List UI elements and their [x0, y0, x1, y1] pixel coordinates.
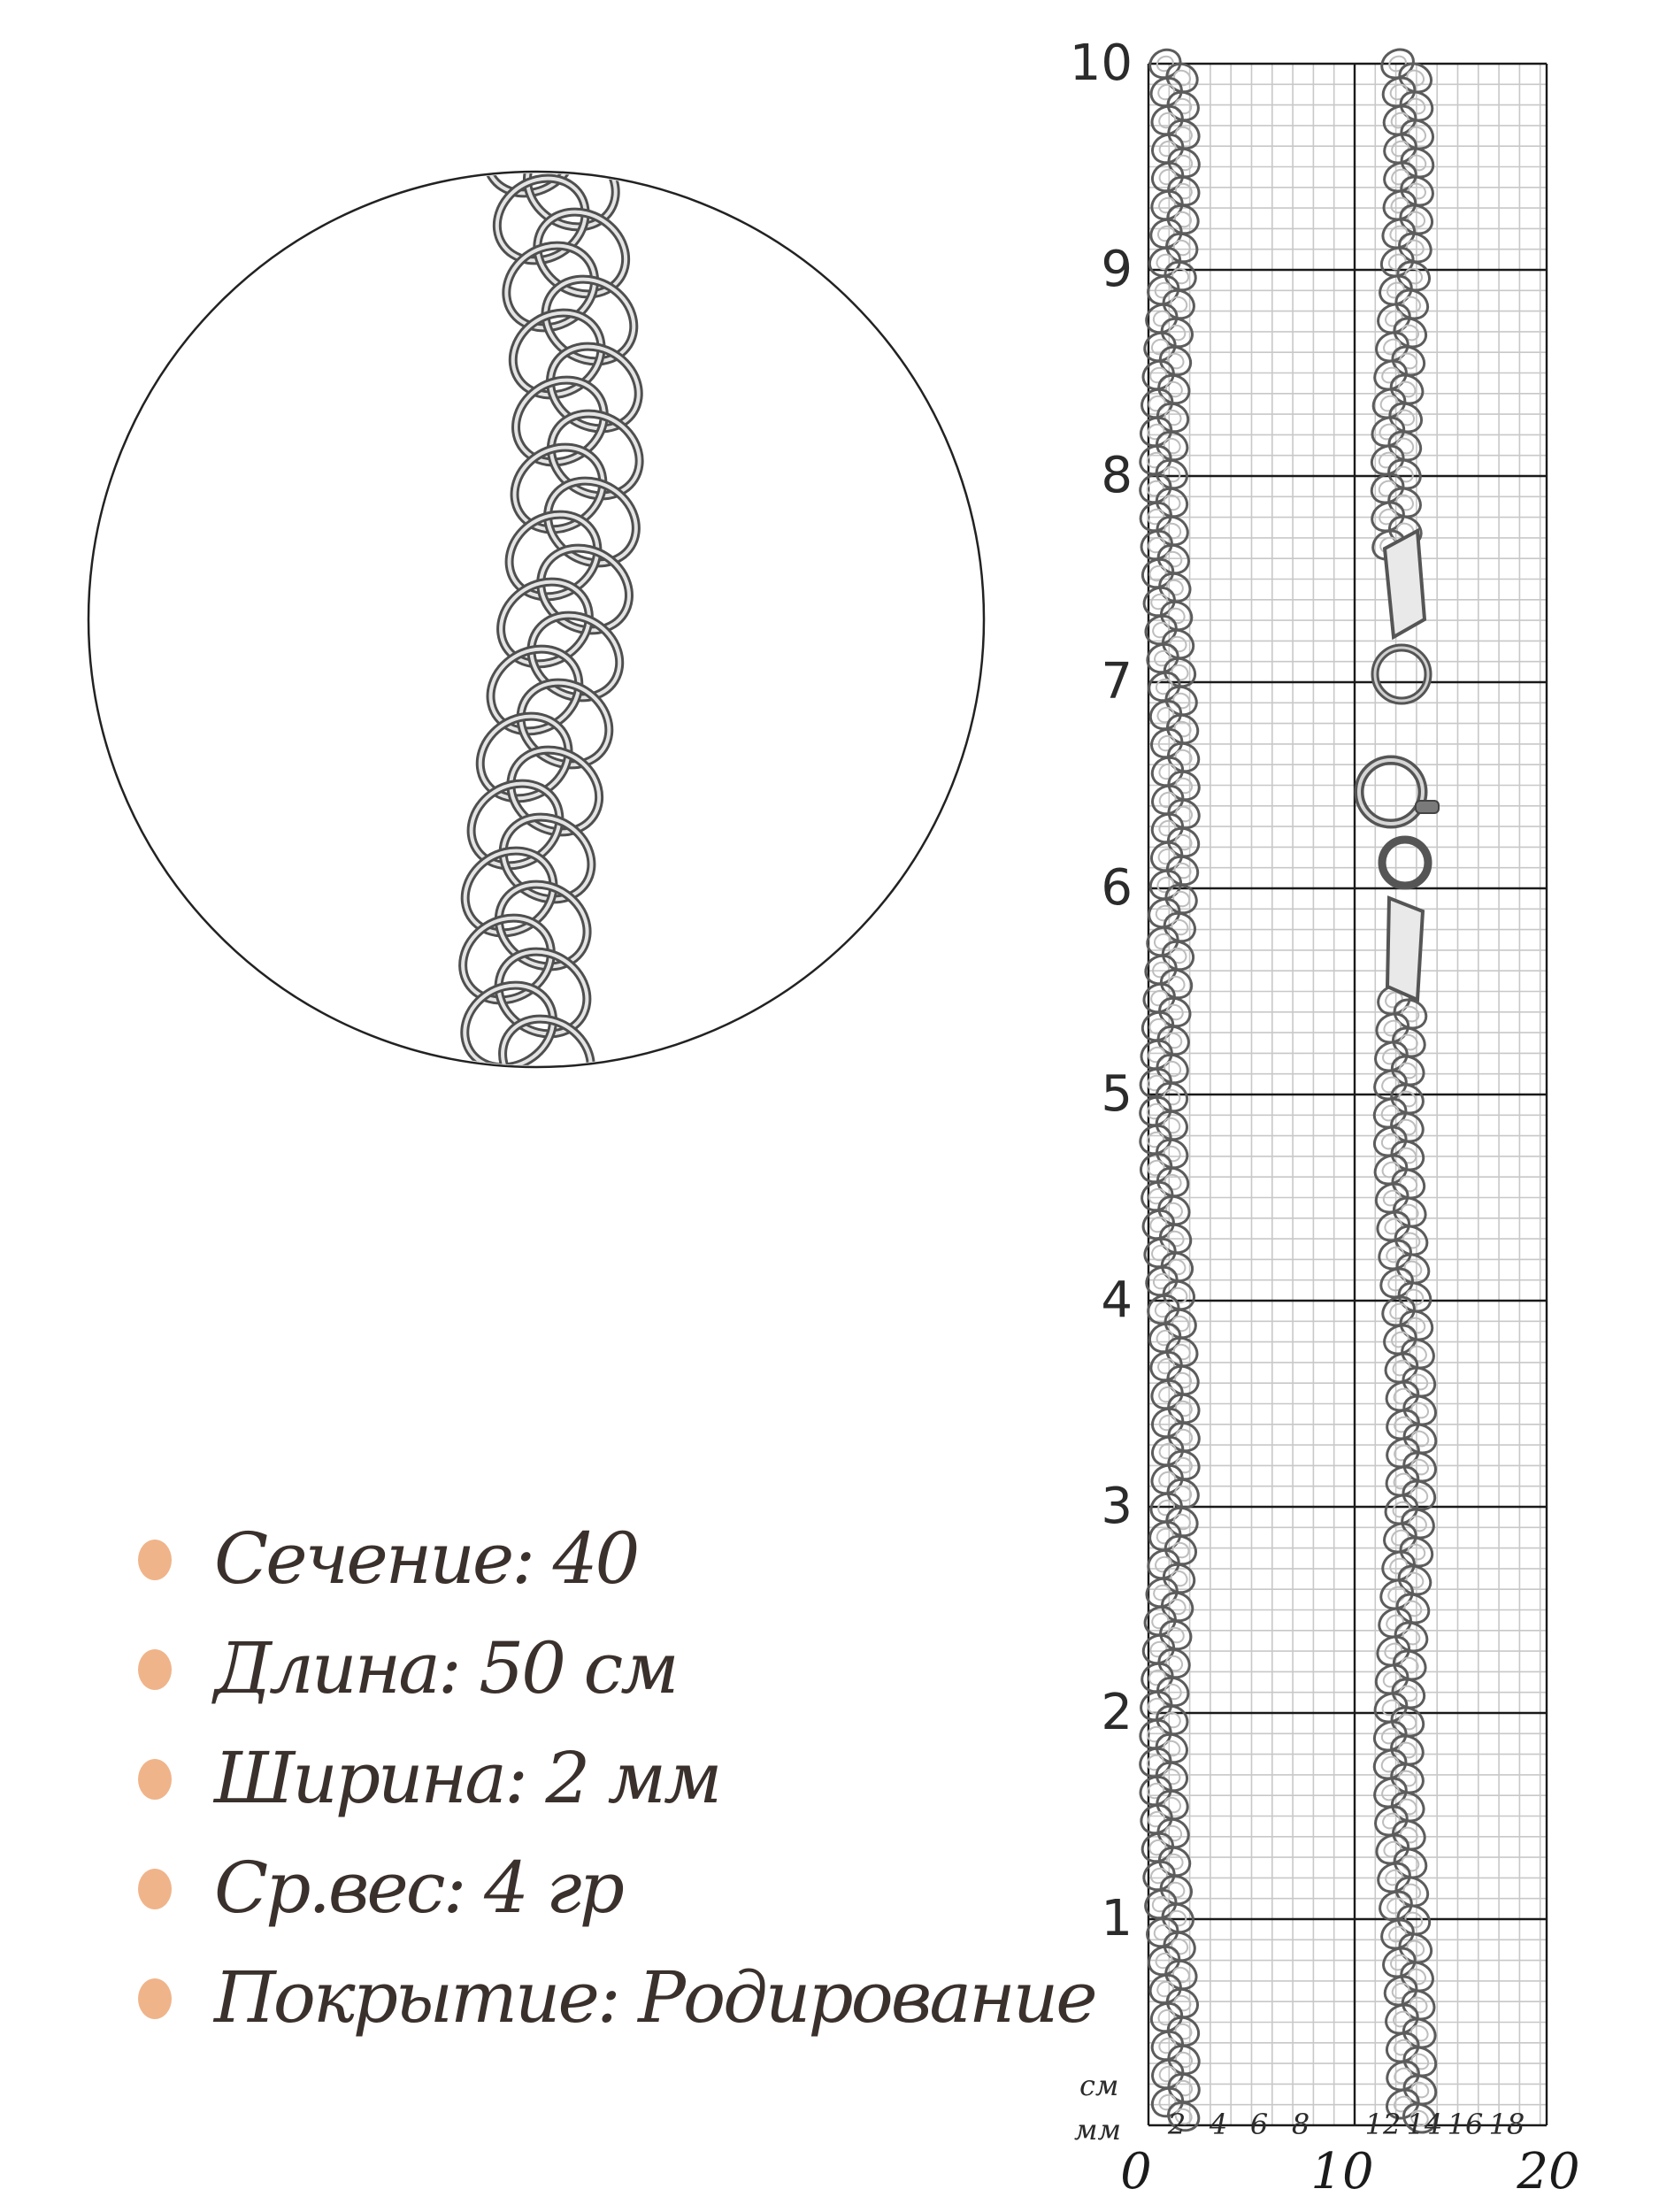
spec-section	[133, 1504, 1035, 1614]
cm-label-9: 9	[1101, 241, 1133, 298]
cm-label-5: 5	[1101, 1065, 1133, 1123]
mm-label-14: 14	[1406, 2108, 1443, 2141]
mm-label-16: 16	[1447, 2108, 1484, 2141]
spec-list	[133, 1504, 1095, 2053]
mm-label-2: 2	[1167, 2108, 1187, 2141]
rhodium-chain-icon	[1367, 44, 1441, 2138]
spec-weight-text: Ср.вес: 4 гр	[214, 1847, 622, 1929]
bullet-dot-icon	[138, 1649, 172, 1690]
spec-weight	[133, 1833, 1035, 1943]
mm-label-18: 18	[1488, 2108, 1525, 2141]
cm-unit-label: см	[1079, 2069, 1119, 2102]
cm-label-3: 3	[1101, 1478, 1133, 1535]
cm-label-1: 1	[1101, 1890, 1133, 1947]
scale-label-0: 0	[1120, 2143, 1152, 2200]
spec-width-text: Ширина: 2 мм	[214, 1737, 720, 1819]
mm-unit-label: мм	[1074, 2113, 1122, 2147]
bullet-dot-icon	[138, 1759, 172, 1800]
spec-section-text: Сечение: 40	[214, 1517, 638, 1600]
cm-label-8: 8	[1101, 447, 1133, 504]
bullet-dot-icon	[138, 1978, 172, 2019]
chain-closeup-icon	[87, 170, 986, 1069]
cm-label-2: 2	[1101, 1684, 1133, 1741]
spec-length	[133, 1614, 1035, 1724]
spec-length-text: Длина: 50 см	[214, 1627, 677, 1709]
mm-label-4: 4	[1209, 2108, 1228, 2141]
spec-width	[133, 1724, 1035, 1833]
spec-coating	[133, 1943, 1095, 2053]
cm-label-4: 4	[1101, 1271, 1133, 1329]
scale-label-20: 20	[1517, 2143, 1580, 2200]
cm-label-6: 6	[1101, 859, 1133, 917]
spec-coating-text: Покрытие: Родирование	[214, 1956, 1095, 2039]
cm-label-7: 7	[1101, 653, 1133, 710]
measurement-ruler	[1035, 0, 1659, 2212]
cm-label-10: 10	[1069, 35, 1133, 92]
bullet-dot-icon	[138, 1540, 172, 1580]
chain-closeup-zoom	[87, 170, 986, 1069]
mm-label-6: 6	[1249, 2108, 1269, 2141]
mm-label-8: 8	[1291, 2108, 1310, 2141]
scale-label-10: 10	[1310, 2143, 1374, 2200]
mm-label-12: 12	[1364, 2108, 1402, 2141]
bullet-dot-icon	[138, 1869, 172, 1909]
